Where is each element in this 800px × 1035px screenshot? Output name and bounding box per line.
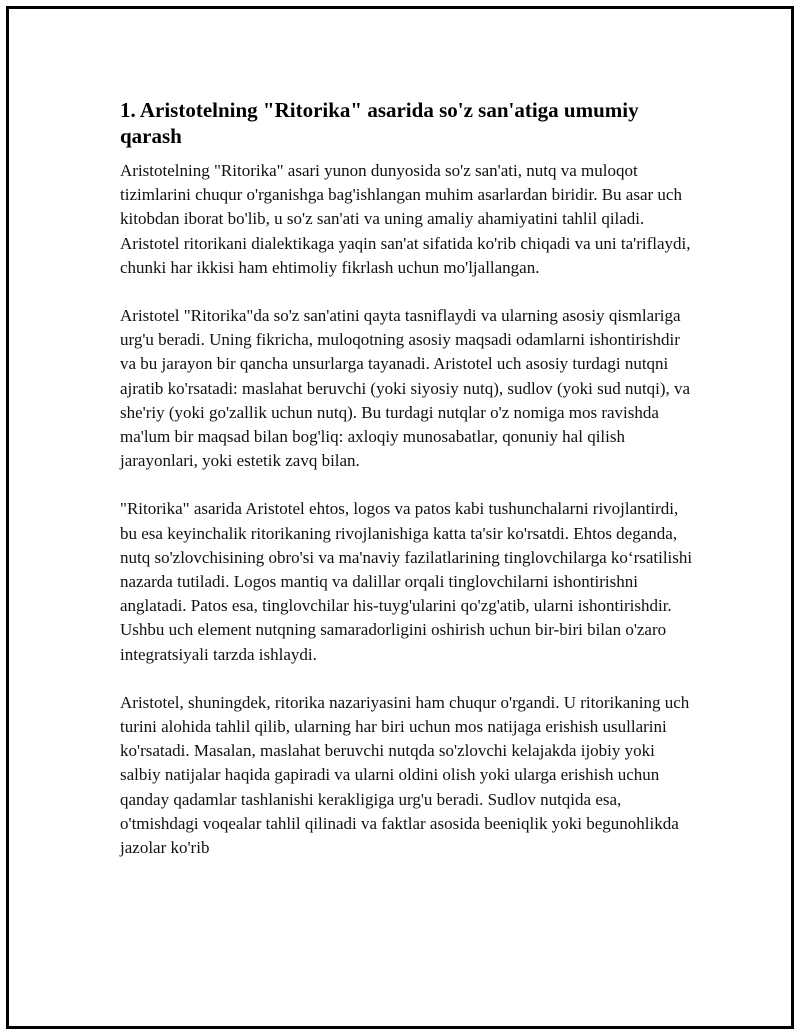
paragraph-4: Aristotel, shuningdek, ritorika nazariyasini ham chuqur o'rgandi. U ritorikaning uch turini alohida tahlil qilib, ularning har biri uchun mos natijaga erishish usullarini ko'rsatadi. Masalan, maslahat beruvchi nutqda so'zlovchi kelajakda ijobiy yoki salbiy natijalar haqida gapiradi va ularni oldini olish yoki ularga erishish uchun qanday qadamlar tashlanishi kerakligiga urg'u beradi. Sudlov nutqida esa, o'tmishdagi voqealar tahlil qilinadi va faktlar asosida beeniqlik yoki begunohlikda jazolar ko'rib — [120, 692, 690, 858]
paragraph-3: "Ritorika" asarida Aristotel ehtos, logos va patos kabi tushunchalarni rivojlantirdi, bu esa keyinchalik ritorikaning rivojlanishiga katta ta'sir ko'rsatdi. Ehtos deganda, nutq so'zlovchisining obro'si va ma'naviy fazilatlarining tinglovchilarga ko‘rsatilishi nazarda tutiladi. Logos mantiq va dalillar orqali tinglovchilarni ishontirishni anglatadi. Patos esa, tinglovchilar his-tuyg'ularini qo'zg'atib, ularni ishontirishdir. Ushbu uch element nutqning samaradorligini oshirish uchun bir-biri bilan o'zaro integratsiyali tarzda ishlaydi. — [120, 499, 693, 664]
section-title: 1. Aristotelning "Ritorika" asarida so'z san'atiga umumiy qarash — [120, 98, 639, 148]
page-frame — [6, 6, 794, 1029]
document-body — [120, 97, 695, 884]
paragraph-2: Aristotel "Ritorika"da so'z san'atini qayta tasniflaydi va ularning asosiy qismlariga urg'u beradi. Uning fikricha, muloqotning asosiy maqsadi odamlarni ishontirishdir va bu jarayon bir qancha unsurlarga tayanadi. Aristotel uch asosiy turdagi nutqni ajratib ko'rsatadi: maslahat beruvchi (yoki siyosiy nutq), sudlov (yoki sud nutqi), va she'riy (yoki go'zallik uchun nutq). Bu turdagi nutqlar o'z nomiga mos ravishda ma'lum bir maqsad bilan bog'liq: axloqiy munosabatlar, qonuniy hal qilish jarayonlari, yoki estetik zavq bilan. — [120, 306, 691, 471]
paragraph-1: Aristotelning "Ritorika" asari yunon dunyosida so'z san'ati, nutq va muloqot tizimlarini chuqur o'rganishga bag'ishlangan muhim asarlardan biridir. Bu asar uch kitobdan iborat bo'lib, u so'z san'ati va uning amaliy ahamiyatini tahlil qiladi. Aristotel ritorikani dialektikaga yaqin san'at sifatida ko'rib chiqadi va uni ta'riflaydi, chunki har ikkisi ham ehtimoliy fikrlash uchun mo'ljallangan. — [120, 161, 691, 277]
